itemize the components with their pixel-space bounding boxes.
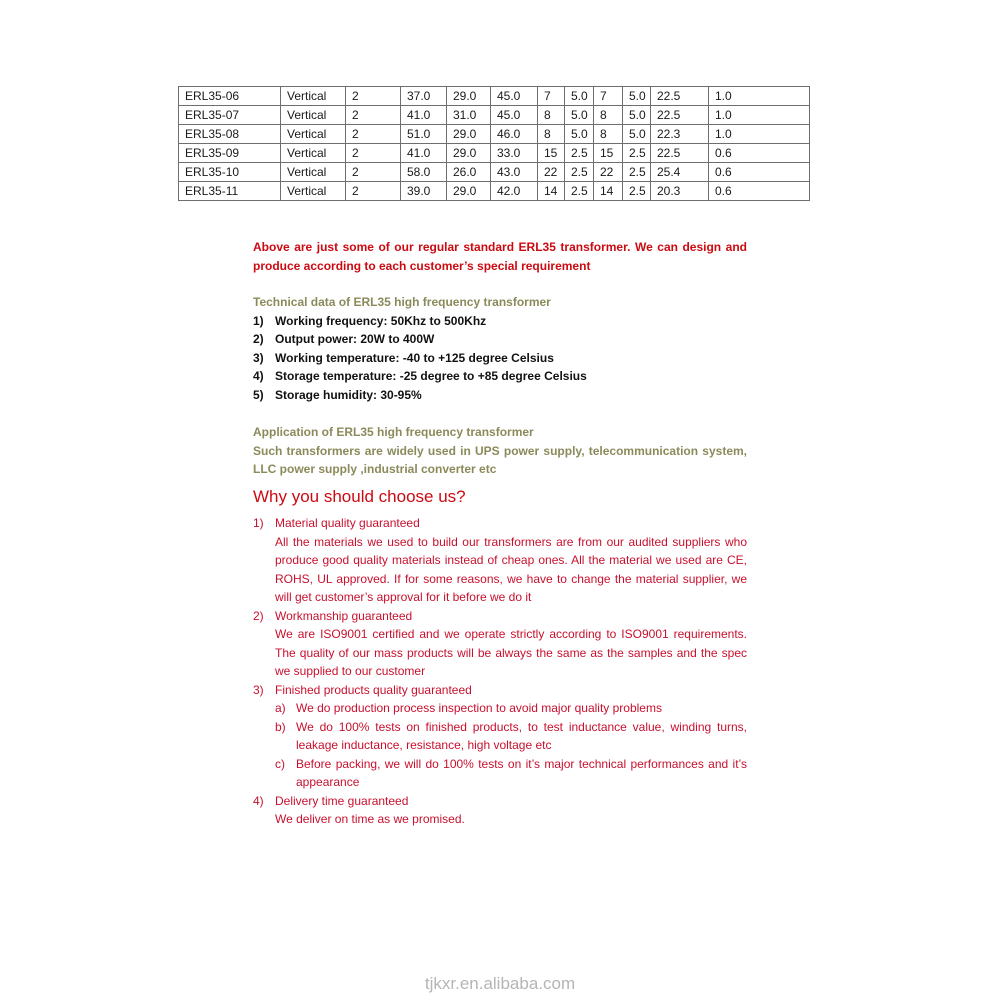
sub-item-letter: a)	[275, 701, 286, 715]
table-cell: 7	[538, 87, 565, 106]
table-cell: Vertical	[281, 144, 346, 163]
item-description: All the materials we used to build our transformers are from our audited suppliers who produce good quality materials instead of cheap ones. All the material we used are CE, ROHS, UL approved. If for some reasons, we have to change the material supplier, we will get customer’s approval for it before we do it	[275, 534, 747, 604]
technical-heading: Technical data of ERL35 high frequency transformer	[253, 295, 551, 309]
table-cell: 15	[538, 144, 565, 163]
table-cell: 2.5	[623, 144, 651, 163]
table-cell: 2	[346, 106, 401, 125]
technical-item	[253, 349, 747, 368]
table-cell: 22.5	[651, 144, 709, 163]
why-item	[253, 607, 747, 681]
why-item	[253, 514, 747, 607]
table-cell: 2	[346, 163, 401, 182]
table-cell: ERL35-08	[179, 125, 281, 144]
table-cell: 1.0	[709, 87, 810, 106]
table-cell: 2.5	[565, 182, 594, 201]
application-section	[253, 423, 747, 479]
table-cell: 5.0	[623, 125, 651, 144]
item-description: We are ISO9001 certified and we operate strictly according to ISO9001 requirements. The quality of our mass products will be always the same as the samples and the spec we supplied to our customer	[275, 627, 747, 678]
item-number: 1)	[253, 313, 264, 328]
table-cell: 14	[538, 182, 565, 201]
item-number: 1)	[253, 516, 264, 530]
item-title: Delivery time guaranteed	[275, 793, 409, 808]
item-number: 3)	[253, 682, 264, 697]
item-text: Working temperature: -40 to +125 degree Celsius	[275, 350, 554, 365]
item-title: Finished products quality guaranteed	[275, 682, 472, 697]
table-cell: 2	[346, 125, 401, 144]
footer-watermark: tjkxr.en.alibaba.com	[424, 974, 576, 993]
table-cell: 8	[538, 125, 565, 144]
table-cell: ERL35-07	[179, 106, 281, 125]
sub-item	[253, 718, 747, 755]
item-text: Working frequency: 50Khz to 500Khz	[275, 313, 487, 328]
table-row	[179, 163, 810, 182]
table-cell: ERL35-10	[179, 163, 281, 182]
table-cell: 29.0	[447, 144, 491, 163]
application-heading: Application of ERL35 high frequency transformer	[253, 425, 534, 439]
why-list	[253, 514, 747, 829]
table-row	[179, 182, 810, 201]
table-cell: 5.0	[623, 87, 651, 106]
technical-item	[253, 386, 747, 405]
technical-section	[253, 293, 747, 404]
item-number: 5)	[253, 387, 264, 402]
table-cell: 22	[594, 163, 623, 182]
table-cell: 58.0	[401, 163, 447, 182]
table-cell: 15	[594, 144, 623, 163]
item-title: Workmanship guaranteed	[275, 608, 413, 623]
why-section	[253, 486, 747, 829]
technical-list	[253, 312, 747, 405]
application-text: Such transformers are widely used in UPS power supply, telecommunication system, LLC power supply ,industrial converter etc	[253, 443, 747, 476]
item-number: 2)	[253, 332, 264, 346]
table-cell: 29.0	[447, 87, 491, 106]
table-cell: 2.5	[565, 144, 594, 163]
table-cell: Vertical	[281, 125, 346, 144]
sub-item	[253, 699, 747, 718]
sub-item-text: We do 100% tests on finished products, to test inductance value, winding turns, leakage inductance, resistance, high voltage etc	[296, 719, 747, 752]
item-title: Material quality guaranteed	[275, 516, 420, 530]
table-cell: 22.5	[651, 106, 709, 125]
technical-item	[253, 312, 747, 331]
item-number: 4)	[253, 369, 264, 383]
table-cell: ERL35-06	[179, 87, 281, 106]
table-cell: 22	[538, 163, 565, 182]
table-cell: 20.3	[651, 182, 709, 201]
item-text: Output power: 20W to 400W	[275, 332, 435, 346]
table-cell: 41.0	[401, 144, 447, 163]
table-cell: 0.6	[709, 144, 810, 163]
spec-table	[178, 86, 810, 201]
table-cell: ERL35-11	[179, 182, 281, 201]
sub-item-letter: b)	[275, 719, 286, 734]
table-cell: 29.0	[447, 125, 491, 144]
table-cell: 5.0	[565, 125, 594, 144]
table-cell: 5.0	[623, 106, 651, 125]
table-cell: 1.0	[709, 106, 810, 125]
table-cell: ERL35-09	[179, 144, 281, 163]
table-cell: 8	[538, 106, 565, 125]
item-number: 4)	[253, 793, 264, 808]
table-row	[179, 144, 810, 163]
table-cell: 42.0	[491, 182, 538, 201]
table-cell: 2	[346, 182, 401, 201]
item-description: We deliver on time as we promised.	[275, 812, 465, 826]
item-text: Storage temperature: -25 degree to +85 degree Celsius	[275, 369, 587, 383]
table-cell: 43.0	[491, 163, 538, 182]
technical-item	[253, 367, 747, 386]
table-cell: 45.0	[491, 87, 538, 106]
table-cell: 5.0	[565, 87, 594, 106]
table-cell: 41.0	[401, 106, 447, 125]
table-cell: 0.6	[709, 182, 810, 201]
table-cell: 8	[594, 125, 623, 144]
table-row	[179, 125, 810, 144]
sub-item-text: We do production process inspection to avoid major quality problems	[296, 701, 662, 715]
table-row	[179, 106, 810, 125]
sub-item-text: Before packing, we will do 100% tests on it’s major technical performances and it’s appearance	[296, 756, 747, 789]
table-cell: 39.0	[401, 182, 447, 201]
table-cell: 22.5	[651, 87, 709, 106]
sub-item	[253, 755, 747, 792]
table-cell: 2.5	[565, 163, 594, 182]
table-cell: 1.0	[709, 125, 810, 144]
table-cell: 31.0	[447, 106, 491, 125]
table-cell: Vertical	[281, 87, 346, 106]
table-cell: 2.5	[623, 163, 651, 182]
why-item	[253, 681, 747, 792]
table-cell: 33.0	[491, 144, 538, 163]
why-item	[253, 792, 747, 829]
table-cell: 51.0	[401, 125, 447, 144]
table-cell: 29.0	[447, 182, 491, 201]
item-number: 2)	[253, 608, 264, 623]
table-cell: Vertical	[281, 106, 346, 125]
table-cell: 14	[594, 182, 623, 201]
table-cell: 2	[346, 87, 401, 106]
item-text: Storage humidity: 30-95%	[275, 387, 422, 402]
table-cell: 45.0	[491, 106, 538, 125]
intro-note: Above are just some of our regular standard ERL35 transformer. We can design and produce according to each customer’s special requirement	[253, 240, 747, 273]
table-cell: 2.5	[623, 182, 651, 201]
table-row	[179, 87, 810, 106]
table-cell: 5.0	[565, 106, 594, 125]
table-cell: 2	[346, 144, 401, 163]
table-cell: Vertical	[281, 182, 346, 201]
sub-item-letter: c)	[275, 756, 285, 771]
table-cell: 25.4	[651, 163, 709, 182]
table-cell: 37.0	[401, 87, 447, 106]
table-cell: Vertical	[281, 163, 346, 182]
table-cell: 8	[594, 106, 623, 125]
table-cell: 0.6	[709, 163, 810, 182]
why-heading: Why you should choose us?	[253, 487, 466, 506]
table-cell: 46.0	[491, 125, 538, 144]
item-number: 3)	[253, 350, 264, 365]
table-cell: 26.0	[447, 163, 491, 182]
table-cell: 7	[594, 87, 623, 106]
technical-item	[253, 330, 747, 349]
table-cell: 22.3	[651, 125, 709, 144]
